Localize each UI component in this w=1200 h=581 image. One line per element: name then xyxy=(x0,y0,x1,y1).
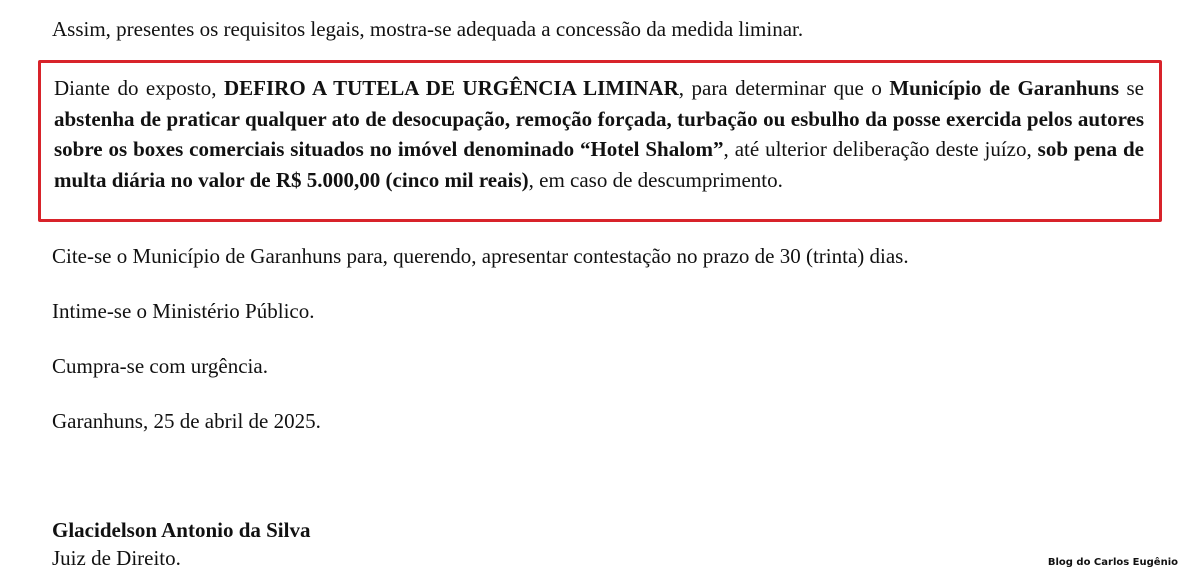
blog-watermark: Blog do Carlos Eugênio xyxy=(1047,557,1178,568)
decision-segment: se xyxy=(1119,76,1144,100)
decision-segment-bold: Município de Garanhuns xyxy=(889,76,1120,100)
date-line: Garanhuns, 25 de abril de 2025. xyxy=(52,409,321,433)
decision-segment-bold: sob pena de multa diária no valor de R$ 5.000,00 (cinco mil reais) xyxy=(54,137,1144,192)
decision-paragraph xyxy=(54,73,1144,195)
cite-paragraph: Cite-se o Município de Garanhuns para, querendo, apresentar contestação no prazo de 30 (trinta) dias. xyxy=(52,244,909,268)
decision-segment: Diante do exposto, xyxy=(54,76,224,100)
decision-segment: , até ulterior deliberação deste juízo, xyxy=(723,137,1038,161)
decision-highlight-box xyxy=(38,60,1162,222)
decision-segment: , para determinar que o xyxy=(678,76,890,100)
intime-paragraph: Intime-se o Ministério Público. xyxy=(52,299,315,323)
decision-segment-bold: DEFIRO A TUTELA DE URGÊNCIA LIMINAR xyxy=(224,76,679,100)
decision-segment-bold: abstenha de praticar qualquer ato de desocupação, remoção forçada, turbação ou esbulho da posse exercida pelos autores sobre os boxes comerciais situados no imóvel denominado “Hotel Shalom” xyxy=(54,106,1144,161)
cumpra-paragraph: Cumpra-se com urgência. xyxy=(52,354,268,378)
decision-segment: , em caso de descumprimento. xyxy=(528,167,783,192)
judge-title: Juiz de Direito. xyxy=(52,546,181,570)
judge-name: Glacidelson Antonio da Silva xyxy=(52,518,311,542)
intro-paragraph: Assim, presentes os requisitos legais, mostra-se adequada a concessão da medida liminar. xyxy=(52,17,804,41)
